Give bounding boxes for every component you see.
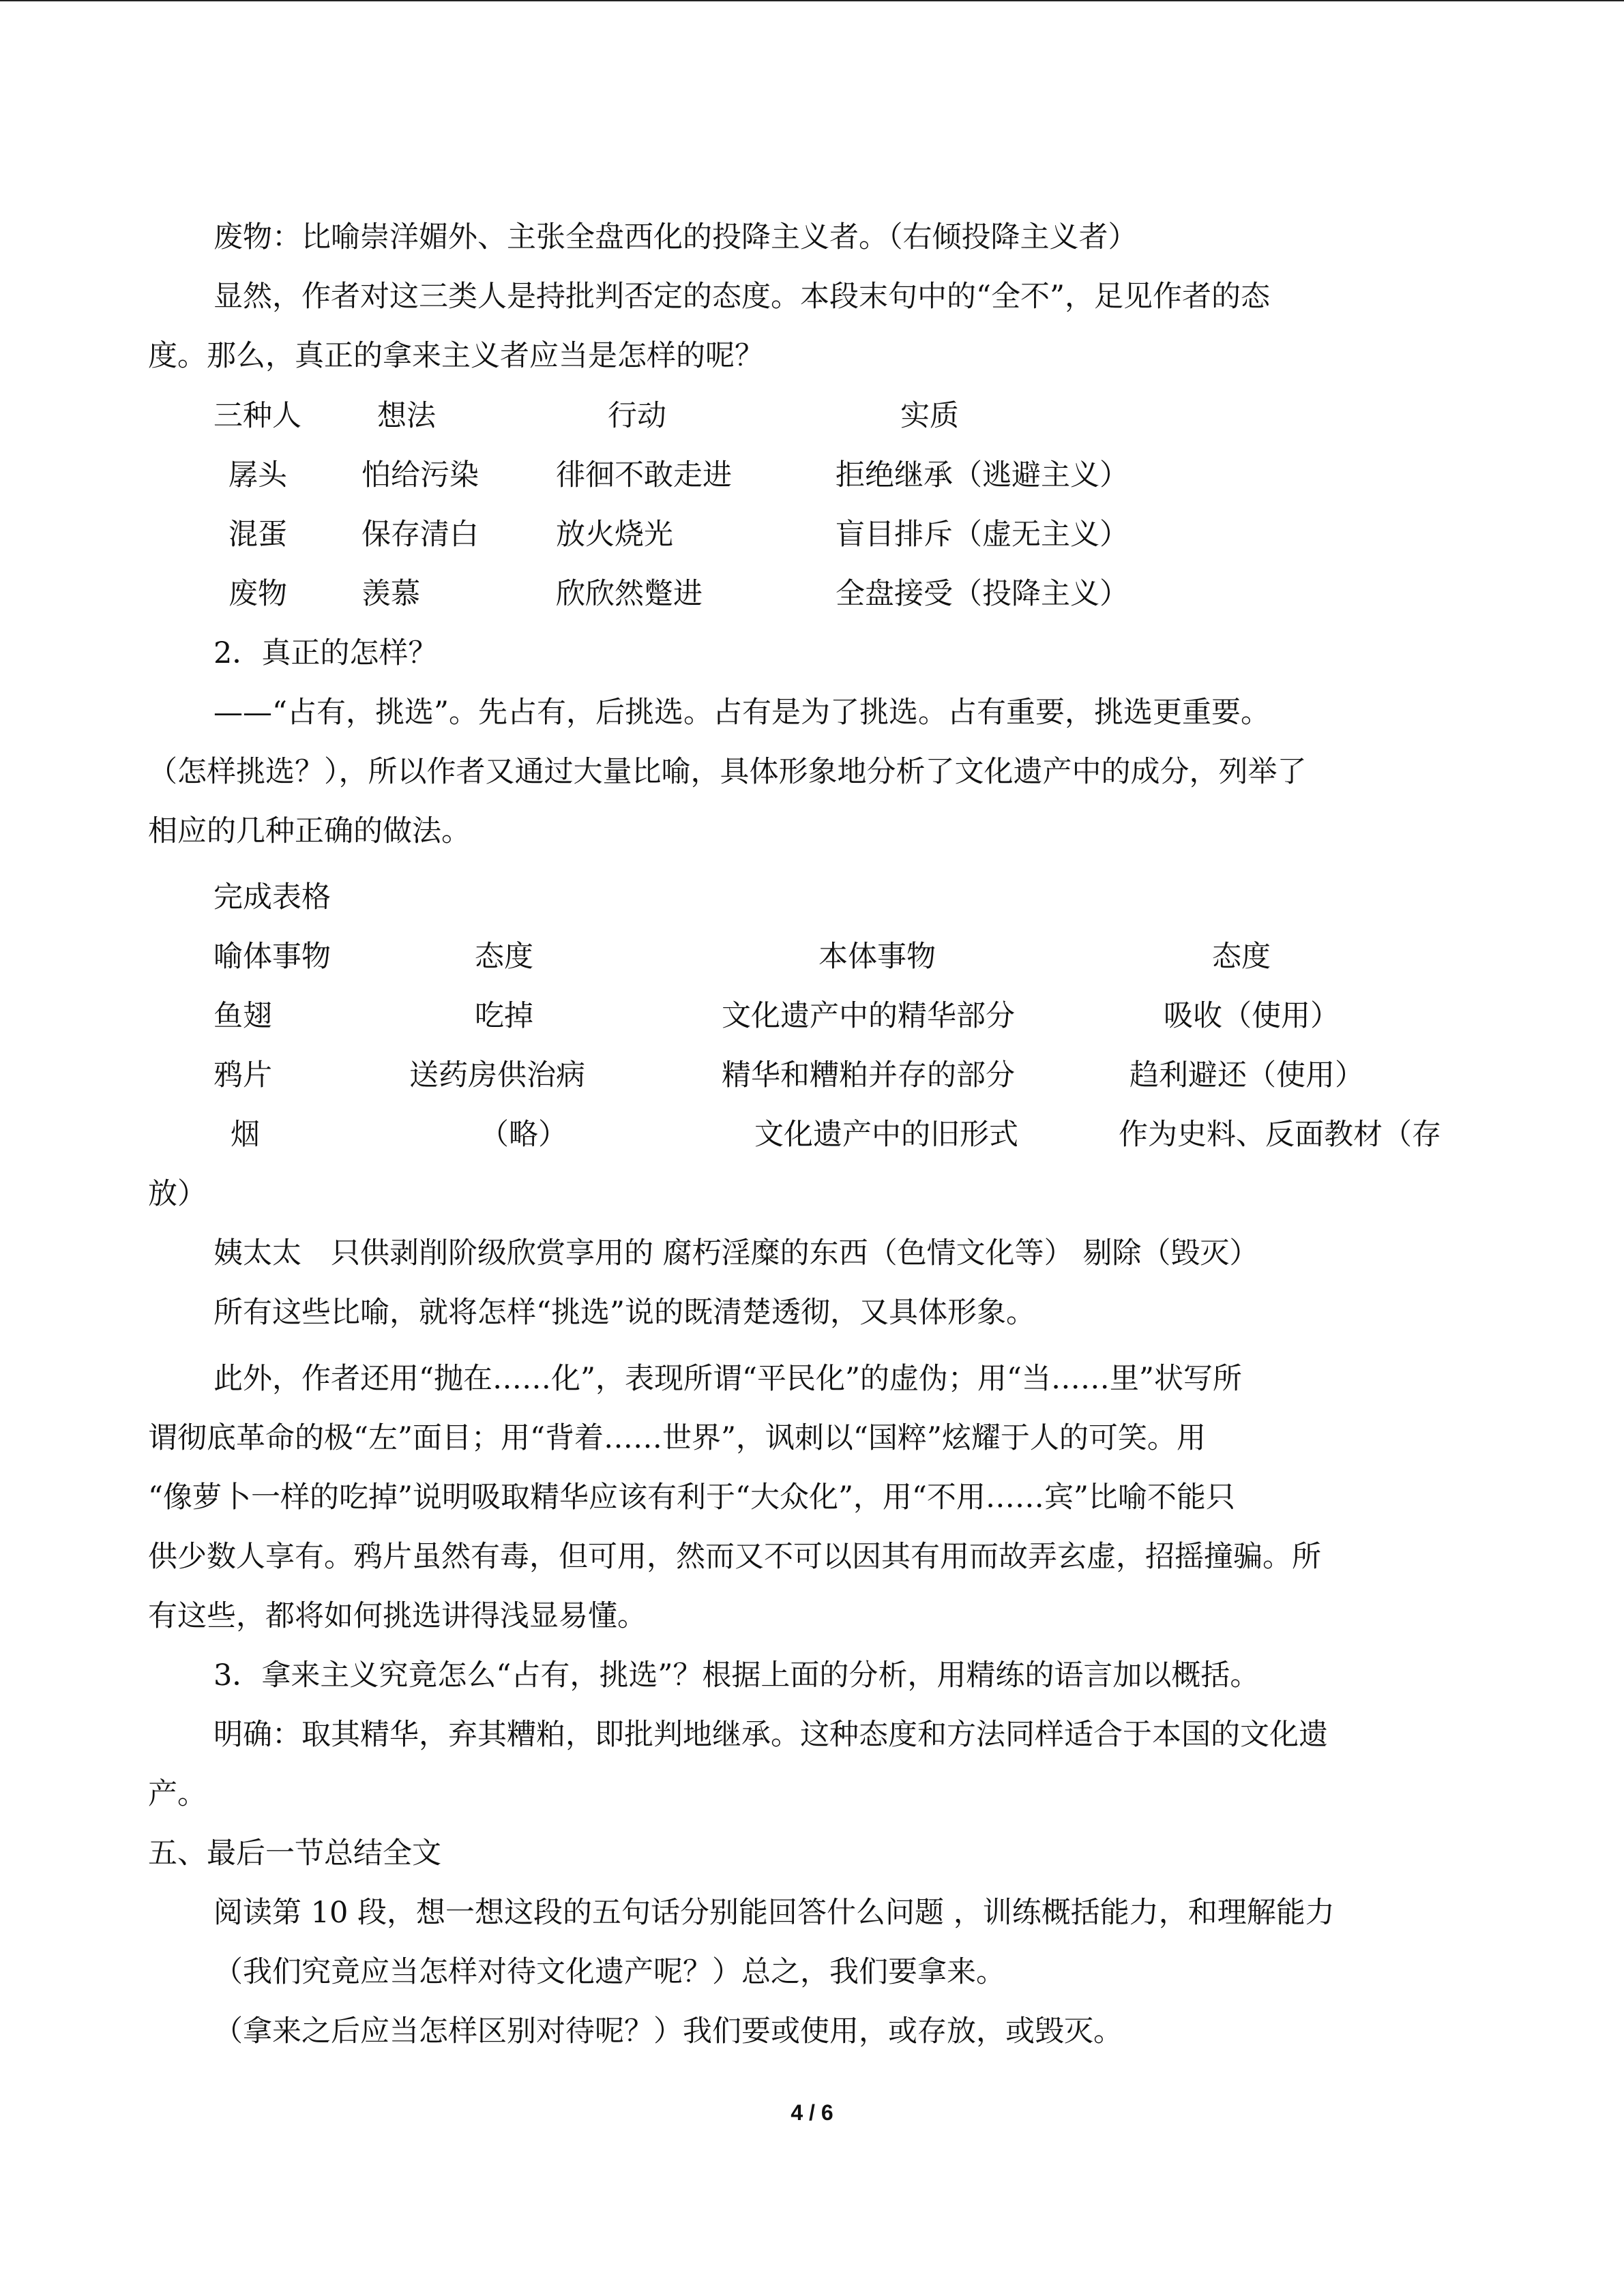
table-cell: 拒绝继承（逃避主义）	[836, 458, 1129, 492]
table-cell: 欣欣然蹩进	[556, 577, 703, 611]
table-cell: 保存清白	[361, 518, 479, 552]
paragraph-line: 产。	[148, 1777, 207, 1811]
table-cell: （略）	[479, 1118, 567, 1152]
table-cell: 吸收（使用）	[1164, 999, 1340, 1033]
table-cell: 文化遗产中的旧形式	[754, 1118, 1018, 1152]
section-heading: 五、最后一节总结全文	[148, 1836, 441, 1870]
table-row: 姨太太 只供剥削阶级欣赏享用的 腐朽淫糜的东西（色情文化等） 剔除（毁灭）	[213, 1236, 1259, 1270]
table-cell: 徘徊不敢走进	[556, 458, 732, 492]
table-header: 态度	[475, 940, 533, 974]
table-cell: 作为史料、反面教材（存	[1119, 1118, 1441, 1152]
table-cell: 送药房供治病	[409, 1058, 585, 1092]
table-cell: 精华和糟粕并存的部分	[722, 1058, 1015, 1092]
table-cell: 烟	[231, 1118, 260, 1152]
table-cell: 鸦片	[213, 1058, 272, 1092]
table-cell: 怕给污染	[361, 458, 479, 492]
table-header: 实质	[900, 399, 959, 433]
table-cell: 鱼翅	[213, 999, 272, 1033]
paragraph-line: 度。那么，真正的拿来主义者应当是怎样的呢？	[148, 339, 764, 373]
paragraph-line: 废物：比喻崇洋媚外、主张全盘西化的投降主义者。（右倾投降主义者）	[213, 220, 1138, 254]
table-cell: 全盘接受（投降主义）	[836, 577, 1129, 611]
table-cell: 混蛋	[228, 518, 287, 552]
table-header: 本体事物	[818, 940, 936, 974]
table-cell: 盲目排斥（虚无主义）	[836, 518, 1129, 552]
table-cell: 趋利避还（使用）	[1130, 1058, 1364, 1092]
paragraph-line: 此外，作者还用“抛在……化”，表现所谓“平民化”的虚伪；用“当……里”状写所	[213, 1362, 1242, 1396]
paragraph-line: ——“占有，挑选”。先占有，后挑选。占有是为了挑选。占有重要，挑选更重要。	[213, 696, 1270, 730]
table-cell: 孱头	[228, 458, 287, 492]
table-cell: 羡慕	[361, 577, 420, 611]
paragraph-line: 供少数人享有。鸦片虽然有毒，但可用，然而又不可以因其有用而故弄玄虚，招摇撞骗。所	[148, 1540, 1321, 1574]
table-header: 想法	[377, 399, 436, 433]
table-cell: 文化遗产中的精华部分	[722, 999, 1015, 1033]
paragraph-line: 阅读第 10 段，想一想这段的五句话分别能回答什么问题 ，训练概括能力，和理解能力	[213, 1896, 1335, 1930]
table-cell: 放火烧光	[556, 518, 673, 552]
paragraph-line: 谓彻底革命的极“左”面目；用“背着……世界”，讽刺以“国粹”炫耀于人的可笑。用	[148, 1421, 1206, 1455]
page-number: 4 / 6	[791, 2100, 833, 2125]
paragraph-line: 显然，作者对这三类人是持批判否定的态度。本段末句中的“全不”，足见作者的态	[213, 280, 1270, 314]
section-title: 2．真正的怎样？	[213, 636, 438, 670]
section-title: 3．拿来主义究竟怎么“占有，挑选”？根据上面的分析，用精练的语言加以概括。	[213, 1658, 1260, 1693]
paragraph-line: 有这些，都将如何挑选讲得浅显易懂。	[148, 1599, 647, 1633]
paragraph-line: （怎样挑选？），所以作者又通过大量比喻，具体形象地分析了文化遗产中的成分，列举了	[148, 755, 1307, 789]
paragraph-line: “像萝卜一样的吃掉”说明吸取精华应该有利于“大众化”，用“不用……宾”比喻不能只	[148, 1480, 1235, 1515]
table-header: 行动	[608, 399, 666, 433]
table-cell: 废物	[228, 577, 287, 611]
table-cell-wrap: 放）	[148, 1177, 207, 1211]
paragraph-line: 相应的几种正确的做法。	[148, 814, 471, 848]
table-header: 三种人	[213, 399, 301, 433]
table-header: 态度	[1212, 940, 1271, 974]
paragraph-line: 完成表格	[213, 880, 331, 914]
paragraph-line: 明确：取其精华，弃其糟粕，即批判地继承。这种态度和方法同样适合于本国的文化遗	[213, 1718, 1328, 1752]
paragraph-line: （拿来之后应当怎样区别对待呢？）我们要或使用，或存放，或毁灭。	[213, 2014, 1123, 2048]
table-header: 喻体事物	[213, 940, 331, 974]
table-cell: 吃掉	[475, 999, 533, 1033]
paragraph-line: （我们究竟应当怎样对待文化遗产呢？）总之，我们要拿来。	[213, 1955, 1005, 1989]
paragraph-line: 所有这些比喻，就将怎样“挑选”说的既清楚透彻，又具体形象。	[213, 1296, 1035, 1330]
